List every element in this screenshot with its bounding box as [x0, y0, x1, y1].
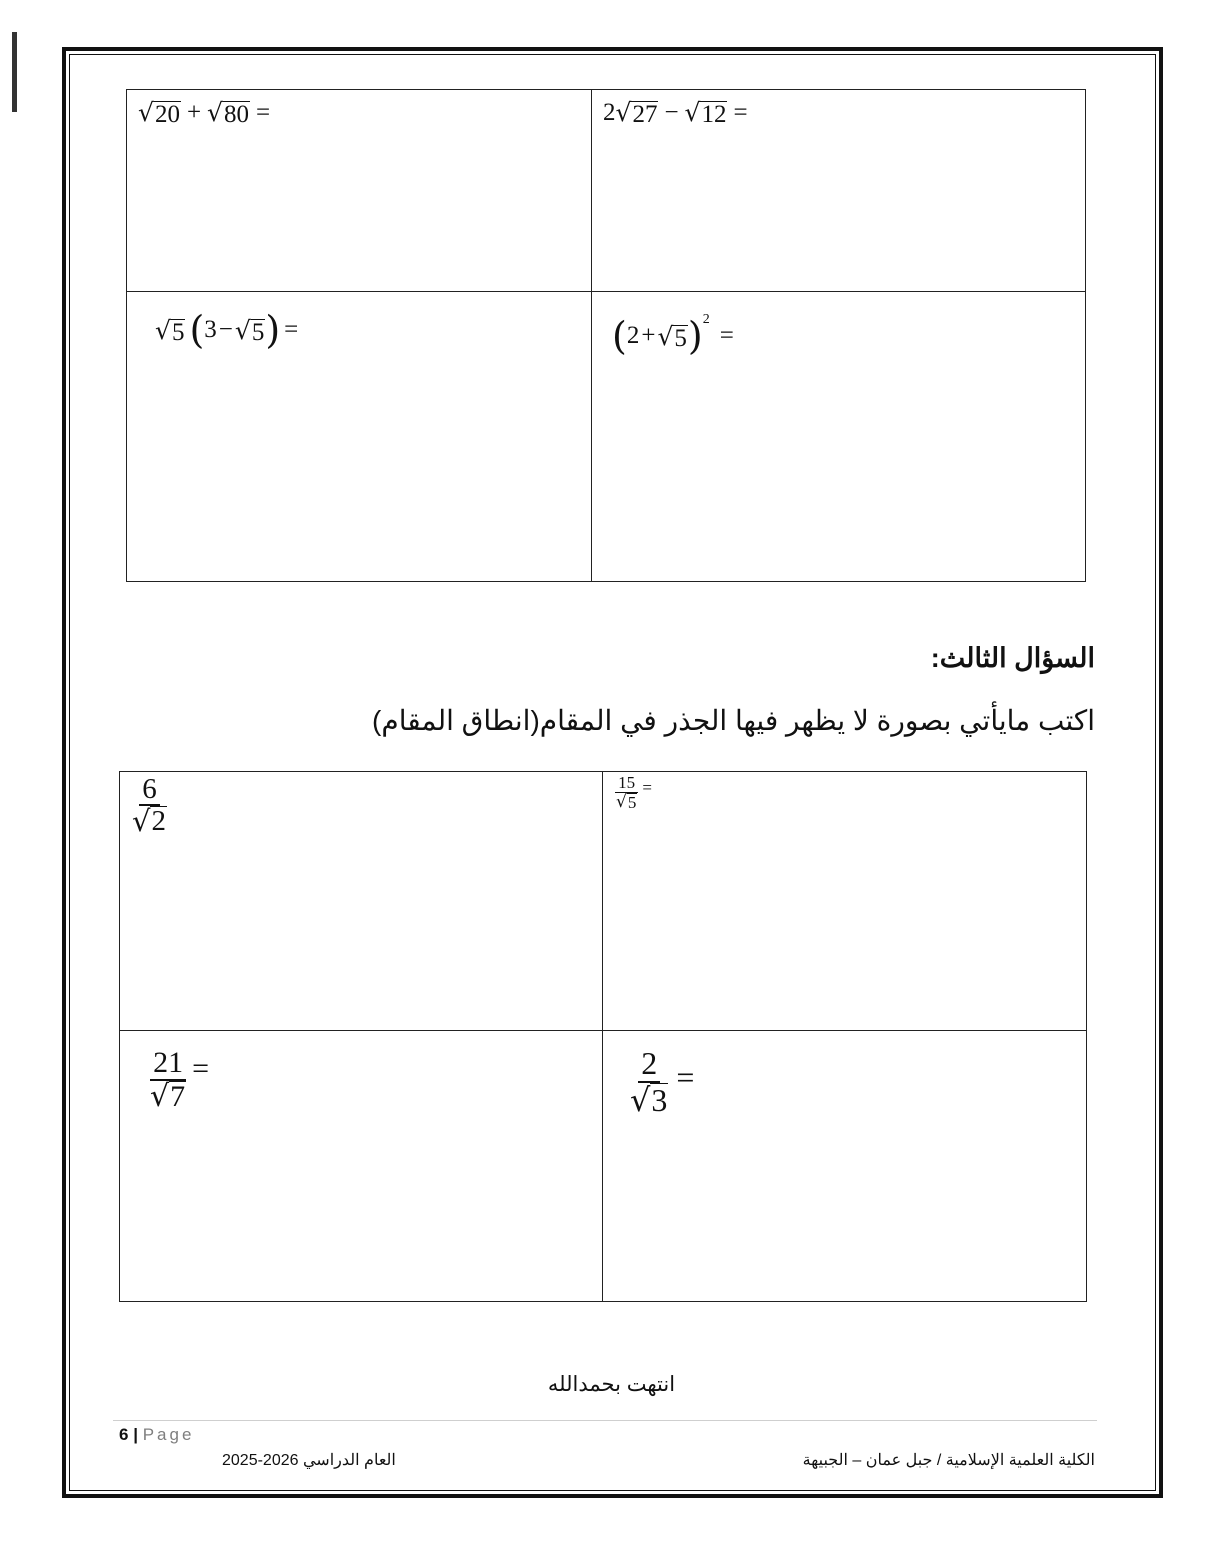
- radical: √ 27: [615, 98, 658, 128]
- rationalize-denominator-table: [119, 771, 1087, 1302]
- answer-cell-2-over-sqrt3: [603, 1031, 1087, 1302]
- fraction-15-over-sqrt5: 15 √ 5 =: [616, 773, 652, 812]
- answer-cell-15-over-sqrt5: [603, 772, 1087, 1031]
- footer-college-name: الكلية العلمية الإسلامية / جبل عمان – الجبيهة: [802, 1452, 1095, 1469]
- fraction-6-over-sqrt2: 6 √ 2: [132, 773, 166, 839]
- expression-sqrt5-times-3-minus-sqrt5: √ 5 ( 3 − √ 5 ) =: [155, 308, 299, 352]
- radical: √ 3: [630, 1080, 668, 1119]
- radical: √ 12: [684, 98, 727, 128]
- fraction-2-over-sqrt3: 2 √ 3 =: [630, 1045, 695, 1119]
- answer-cell-square-binomial: [592, 292, 1086, 582]
- answer-cell-sum-roots: [127, 90, 592, 292]
- answer-cell-6-over-sqrt2: [120, 772, 603, 1031]
- page-number: 6 | Page: [119, 1425, 195, 1444]
- scan-edge-mark: [12, 32, 17, 112]
- radical: √ 7: [150, 1078, 186, 1114]
- question-3-instruction: اكتب مايأتي بصورة لا يظهر فيها الجذر في المقام(انطاق المقام): [372, 705, 1095, 736]
- radical: √ 5: [657, 321, 687, 352]
- expression-2sqrt27-minus-sqrt12: 2 √ 27 − √ 12 =: [603, 98, 748, 128]
- answer-cell-21-over-sqrt7: [120, 1031, 603, 1302]
- footer-academic-year: العام الدراسي 2026-2025: [222, 1452, 396, 1469]
- radical-operations-table: [126, 89, 1086, 582]
- closing-text: انتهت بحمدالله: [547, 1373, 676, 1396]
- radical: √ 5: [616, 791, 637, 812]
- radical: √ 5: [155, 315, 185, 346]
- radical: √ 5: [234, 315, 265, 346]
- radical: √ 20: [138, 98, 180, 128]
- radical: √ 2: [132, 804, 166, 839]
- expression-sqrt20-plus-sqrt80: √ 20 + √ 80 =: [138, 98, 271, 128]
- fraction-21-over-sqrt7: 21 √ 7 =: [150, 1046, 210, 1114]
- answer-cell-distribute-root: [127, 292, 592, 582]
- expression-2-plus-sqrt5-squared: ( 2 + √ 5 ) $^2$ =: [612, 312, 734, 358]
- question-3-heading: السؤال الثالث:: [930, 643, 1095, 673]
- footer-divider: [113, 1420, 1097, 1421]
- answer-cell-difference-roots: [592, 90, 1086, 292]
- radical: √ 80: [207, 98, 249, 128]
